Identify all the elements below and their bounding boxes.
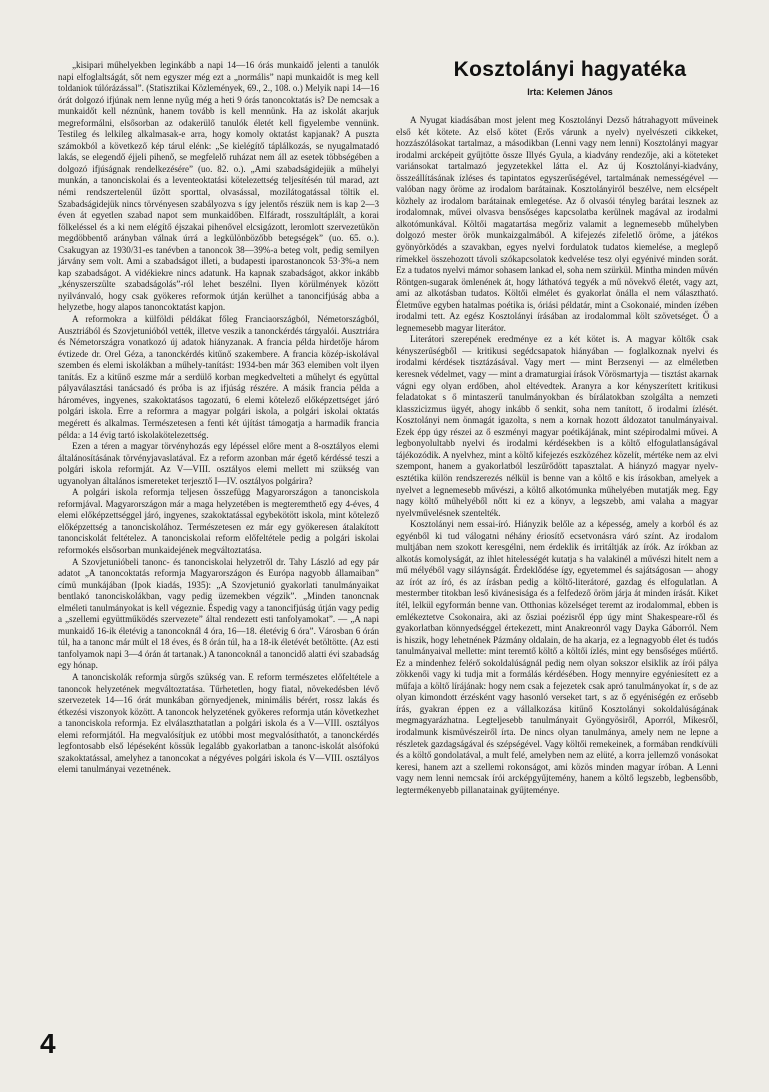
- left-column: [58, 60, 379, 776]
- right-column: [396, 115, 718, 796]
- paragraph: „kisipari műhelyekben leginkább a napi 14—16 órás munkaidő jelenti a tanulók napi elfoglaltságát, sőt nem egyszer még ezt a „normális” napi munkaidőt is meg kell toldaniok túlórázással”. (Statisztikai Közlemények, 69., 2., 108. o.) Melyik napi 14—16 órát dolgozó ifjúnak nem lenne nyűg még a heti 9 órás tanoncoktatás is? De nemcsak a munkaidőt kell néznünk, hanem tovább is kell mennünk. Ha az iskolát akarjuk megreformálni, elsősorban az odakerülő tanulók életét kell figyelembe vennünk. Testileg és lelkileg alkalmasak-e arra, hogy komoly oktatást kapjanak? A puszta számokból a következő kép tárul elénk: „Se kielégítő táplálkozás, se nyugalmatadó lakás, se elegendő éjjeli pihenő, se megfelelő ruházat nem áll az esetek többségében a dolgozó ifjúságnak rendelkezésére” (uo. 82. o.). „Ami szabadságidejük a műhelyi munkán, a tanonciskolai és a leventeoktatási kötelezettség teljesítésén túl marad, azt némi rendszertelenül űzött sporttal, olvasással, mozilátogatással töltik el. Szabadságidejük nincs törvényesen szabályozva s így jelentős részük nem is kap 2—3 éven át egyetlen szabad napot sem munkaidőben. Elfáradt, rosszultáplált, a korai fölkeléssel és a ki nem elégítő éjszakai pihenővel elcsigázott, leromlott szervezetükön megdöbbentő arányban válnak úrrá a legkülönbözőbb betegségek” (uo. 65. o.). Csakugyan az 1930/31-es tanévben a tanoncok 38—39%-a beteg volt, pedig semilyen járvány sem volt. Ami a szabadságot illeti, a budapesti iparostanoncok 53·3%-a nem kap szabadságot. A vidékiekre nincs adatunk. Ha kapnak szabadságot, akkor inkább „kényszerszülte szabadságolás”-ról lehet beszélni. Ilyen körülmények között nyilvánvaló, hogy csak gyökeres reformok útján kerülhet a tanoncifjúság abba a helyzetbe, hogy alapos tanoncoktatást kapjon.: [58, 60, 379, 313]
- article-byline: Irta: Kelemen János: [527, 87, 613, 97]
- paragraph: Literátori szerepének eredménye ez a két kötet is. A magyar költők csak kényszerűségből — kritikusi segédcsapatok hiányában — foglalkoznak nyelvi és irodalmi kérdések tisztázásával. Vagy mert — mint Berzsenyi — az elméletben keresnek védelmet, vagy — mint a dramaturgiai írások Vörösmartyja — tisztást akarnak vágni egy olyan erdőben, ahol eltévedtek. Aranyra a kor kényszerített kritikusi feladatokat s ő mintaszerű tanulmányokban és bírálatokban szolgálta a nemzeti klasszicizmus ügyét, ahogy inkább ő senkit, soha nem tanított, ő irodalmi ízlését. Kosztolányi nem önmagát igazolta, s nem a kornak hozott áldozatot tanulmányaival. Ezek épp úgy részei az ő eszményi magyar poétikájának, mint szépirodalmi művei. A legbonyolultabb nyelvi és irodalmi kérdésekben is a költő elfogulatlanságával tájékozódik. A nyelvhez, mint a költő kifejezés eszközéhez közelít, mértéke nem az elvi szempont, hanem a gyakorlatból leszűrődött tapasztalat. A hiányzó magyar nyelv-esztétika külön rendszerezés nélkül is benne van a költő e kis írásokban, amelyek a nyelvet a legnemesebb művészi, a költő alkotómunka műhelyében mutatják meg. Egy nagy költő műhelyéből nőtt ki ez a könyv, a legszebb, ami valaha a magyar nyelvművelésnek szentelték.: [396, 334, 718, 518]
- paragraph: A tanonciskolák reformja sürgős szükség van. E reform természetes előfeltétele a tanoncok helyzetének megváltoztatása. Tűrhetetlen, hogy fiatal, növekedésben lévő szervezetek 14—16 órát munkában görnyedjenek, minimális bérért, rossz lakás és étkezési viszonyok között. A tanoncok helyzetének gyökeres reformja után következhet a tanonciskola reformja. Ez elválaszthatatlan a polgári iskola és a V—VIII. osztályos elemi reformjától. Ha megvalósítjuk ez utóbbi most megvalósíthatót, a tanonckérdés legfontosabb első lépéseként kössük legalább gyakorlatban a tanonc-iskolát alsófokú szakoktatással, amelyhez a tanoncokat a négyéves polgári iskola és V—VIII. osztályos elemi tanulmányai vezetnének.: [58, 671, 379, 775]
- page-number: 4: [40, 1028, 56, 1059]
- paragraph: A Szovjetunióbeli tanonc- és tanonciskolai helyzetről dr. Tahy László ad egy pár adatot „A tanoncoktatás reformja Magyarországon és Európa nagyobb államaiban” címü munkájában (Ipok kiadás, 1935): „A Szovjetunió gyakorlati tanulmányaikat bentlakó tanonciskolákban, vagy pedig üzemekben végzik”. „Minden tanoncnak elméleti tanulmányokat is kell végeznie. Éspedig vagy a tanoncifjúság útján vagy pedig a „szellemi együttműködés szervezete” által rendezett esti tanfolyamokat”. — „A napi munkaidő 16-ik életévig a tanoncoknál 4 óra, 16—18. életévig 6 óra”. Városban 6 órán túl, ha a tanonc már múlt el 18 éves, és 8 órán túl, ha a 18-ik életévét betöltötte. (Az esti tanfolyamok napi 3—4 órán át tartanak.) A tanoncoknál a tanoncidő alatti évi szabadság egy hónap.: [58, 556, 379, 671]
- paragraph: A polgári iskola reformja teljesen összefügg Magyarországon a tanonciskola reformjával. Magyarországon már a maga helyzetében is megteremthető egy 4-éves, 4 elemi előképzettséggel járó, ingyenes, szakoktatással egybekötött iskola, mint kötelező előképzettség a tanonciskolához. Természetesen ez már egy gyökeresen átalakított tanonciskolát feltételez. A tanonciskolai reform előfeltétele pedig a polgári iskolai reformokés elsősorban munkaidejének megváltoztatása.: [58, 487, 379, 555]
- paragraph: A Nyugat kiadásában most jelent meg Kosztolányi Dezső hátrahagyott műveinek első két kötete. Az első kötet (Erős várunk a nyelv) nyelvészeti cikkeket, hozzászólásokat tartalmaz, a másodikban (Lenni vagy nem lenni) Kosztolányi magyar irodalmi arcképeit gyűjtötte össze Illyés Gyula, a kiadvány rendezője, aki a köteteket variánsokat tartalmazó jegyzetekkel látta el. Az új Kosztolányi-kiadvány, összeállításának ízléses és tapintatos egyszerűségével, tartalmának nemességével — valóban nagy öröme az irodalom barátainak. Kosztolányiról beszélve, nem elcsépelt közhely az irodalom barátainak emlegetése. Az ő olvasói tényleg barátai lesznek az irodalomnak, művei olvasva bensőséges kapcsolatba kerülnek magával az irodalmi alkotómunkával. Költői magatartása megőriz valamit a legnemesebb műhelyben dolgozó mester örök munkaizgalmából. A kifejezés zifeletlő öröme, a játékos gyönyörködés a szavakban, egyes nyelvi fordulatok tudatos kiemelése, a meglepő rímekkel összehozott távoli szókapcsolatok kedvelése tesz olyi egyénivé minden sorát. Ez a tudatos nyelvi mámor sohasem lankad el, soha nem szürkül. Mintha minden művén Röntgen-sugarak ömlenének át, hogy láthatóvá tegyék a mű növekvő életét, vagy azt, ami az alkotásban tudatos. Költői elmélet és gyakorlat önálla el nem választható. Életműve egyben hatalmas poétika is, óriási példatár, mint a Csokonaié, minden ízében irodalmi tett. Az egész Kosztolányi írásában az irodalommal költ szövetséget. Ő a legnemesebb magyar literátor.: [396, 115, 718, 333]
- paragraph: A reformokra a külföldi példákat főleg Franciaországból, Németországból, Ausztriából és Szovjetunióból vették, illetve veszik a tanonckérdés tárgyalói. Ausztriára és Németországra vonatkozó új adatok hiányzanak. A francia példa hirdetője három évtizede dr. Orel Géza, a tanonckérdés kitűnő szakembere. A francia közép-iskolával szemben és elemi iskolákban a műhely-tanítást: 1934-ben már 363 elemiben volt ilyen tanítás. Ez a kitűnő eszme már a serdülő korban megkedvelteti a műhelyt és együttal pályaválasztási tanácsadó és próba is az ifjúság részére. A másik francia példa a hároméves, ingyenes, szakoktatásos tagozatú, 6 elemi kötelező előképzettséget járó polgári iskola. Erre a reformra a magyar polgári iskola, a polgári iskolai oktatás megérett és alkalmas. Természetesen a fenti két újítást támogatja a harmadik francia példa: a 14 évig tartó iskolakötelezettség.: [58, 314, 379, 440]
- paragraph: Kosztolányi nem essai-író. Hiányzik belőle az a képesség, amely a korból és az egyénből ki tud válogatni néhány ériosítő ecsetvonásra váró színt. Az irodalom multjában nem szokott keresgélni, nem érdeklik és irritáltják az írók. Az írókban az alkotás komolyságát, az ihlet hitelességét kutatja s ha valakinél a művészi hitelt nem a mű mélyéből vagy siláynságát. Érdeklődése így, egyetemmel és sajátságosan — ahogy az írót az író, és az írásban pedig a költő-literátoré, gazdag és elfogulatlan. A mestermber titokban leső kivánesisága és a felfedező öröm járja át minden írását. Kiket ítél, lelkül egyformán benne van. Otthonias közelséget teremt az irodalommal, ebben is emlékeztetve Csokonaira, aki az ősziai poézisről épp úgy mint Shakespeare-ről és gyakorlatban könnyedséggel értekezett, mint Anakreonról vagy Dayka Gáborról. Nem is hiszik, hogy lehetnének Pázmány oldalain, de ha akarja, ez a legnagyobb élet és tudós tanulmányaival mellette: mint teremtő költő a költői ízlés, mint egy bensőséges műértő. Ez a mindenhez felérő sokoldalúságnál pedig nem olyan sokszor elsiklik az írói pálya zökkenői vagy ki tudja mit a formálás kérdésében. Hogy mennyire egyéniesített ez a műfaja a költő lírájának: hogy nem csak a fejezetek csak apró tanulmányokat ír, s de az olyan kimondott érzésként vagy hasonló verseket tart, s az ő egyéniségén ez erősebb írás, gyakran éppen ez a vállalkozása kitűnő Kosztolányi sokoldalúságának megmagyarázhatna. Legteljesebb tanulmányait Gyöngyösiről, Aporról, Mikesről, irodalmunk kismüvészeiről írta. De nincs olyan tanulmánya, amely nem ne lepne a részletek gazdagságával és szépségével. Vagy költői remekeinek, a formában rendkívüli és a költő gondolatával, a mult felé, amelyben nem az elüté, a korra jellemző vonásokat keresi, hanem azt a szellemi rokonságot, ami közös minden magyar íróban. A Lenni vagy nem lenni nemcsak írói arcképgyűjtemény, hanem a költő legszebb, legbensőbb, legtermékenyebb pillanatainak gyűjteménye.: [396, 519, 718, 795]
- paragraph: Ezen a téren a magyar törvényhozás egy lépéssel előre ment a 8-osztályos elemi általánosításának törvényjavaslatával. Ez a reform azonban már égető kérdéssé teszi a polgári iskola reformját. Az V—VIII. osztályos elemi mellett mi szükség van ugyanolyan általános ismereteket terjesztő I—IV. osztályos polgárira?: [58, 441, 379, 486]
- article-title: Kosztolányi hagyatéka: [453, 58, 687, 81]
